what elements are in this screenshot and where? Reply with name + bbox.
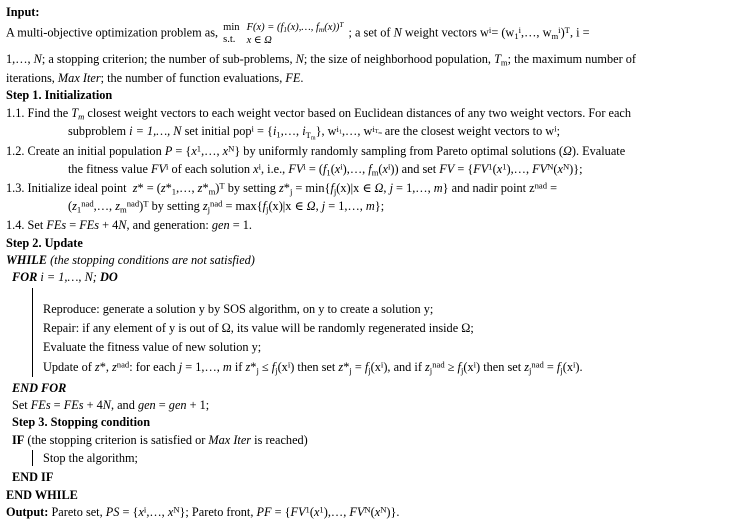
step-1-2-number: 1.2. — [6, 144, 25, 159]
input-sub-m: m — [551, 31, 559, 42]
body-line-3: Evaluate the fitness value of new solution y; — [43, 340, 262, 355]
step-1-1-line2 — [6, 123, 740, 142]
if-line — [6, 432, 740, 448]
input-text-d: weight vectors w — [404, 25, 489, 40]
for-body-reproduce — [43, 288, 740, 298]
st-label: s.t. — [223, 34, 236, 46]
body-line-1: Reproduce: generate a solution y by SOS algorithm, on y to create a solution y; — [43, 301, 434, 316]
min-expression — [247, 21, 344, 47]
objective-expression: $F(x) = (f_1(x),\dots$, $f_m(x))^T$ — [246, 20, 344, 35]
step2-heading: Step 2. Update — [6, 235, 83, 250]
step-1-4 — [6, 217, 740, 233]
do-keyword: DO — [99, 270, 118, 285]
min-st-labels — [223, 22, 239, 46]
step-1-3 — [6, 180, 740, 198]
for-keyword: FOR — [12, 270, 38, 285]
input-sup-T: T — [564, 25, 570, 36]
input-text-f: ,…, w — [521, 25, 552, 40]
input-text-a: A multi-objective optimization problem as, — [6, 25, 219, 40]
input-heading: Input: — [6, 5, 40, 19]
input-N: N — [393, 25, 402, 40]
step-1-2-text: Create an initial population $P = \{x^1,\dots$, $x^N$} by uniformly randomly sampling from Pareto optimal solutions (Ω). Evaluate — [27, 143, 626, 159]
while-line — [6, 252, 740, 268]
step-1-1-l2-a: subproblem — [68, 124, 127, 139]
output-line — [6, 504, 740, 520]
body-line-4: Update of z*, $z^{nad}$: for each j = 1,…, m if $z*_j \le f_j(x^i)$ then set $z*_j = f_j(x^i)$, and if $z_j^{nad} \ge f_j(x^i)$ then set $z_j^{nad} = f_j(x^i)$. — [43, 359, 583, 376]
step-1-3-number: 1.3. — [6, 180, 25, 195]
step-1-1-number: 1.1. — [6, 105, 25, 120]
step-1-1-Tm: $T_m$ — [71, 105, 85, 121]
if-condition-a: (the stopping criterion is satisfied or — [27, 432, 206, 447]
input-text-b: ; a set of — [348, 25, 391, 40]
constraint-expression: x ∈ Ω — [246, 34, 272, 46]
step-1-4-text: Set FEs = FEs + 4N, and generation: gen = 1. — [27, 218, 252, 233]
if-keyword: IF — [12, 432, 25, 447]
input-line-2: 1,…, N; a stopping criterion; the number of sub-problems, N; the size of neighborhood population, $T_m$; the maximum number of — [6, 51, 637, 68]
input-text-g: ) — [560, 25, 565, 40]
step-1-3-text: Initialize ideal point $z* = (z*_1,\dots$, $z*_m)^T$ by setting $z*_j = \min\{f_j(x)|x$ ∈ Ω, j = 1,…, m} and nadir point $z^{nad}$ = — [27, 180, 558, 197]
if-body-block — [32, 450, 740, 466]
step-1-1 — [6, 105, 740, 123]
step-1-1-l2-b: i = 1,…, N — [129, 124, 182, 139]
step-1-1-text-a: Find the — [27, 105, 69, 120]
step-1-4-number: 1.4. — [6, 218, 25, 233]
for-body-block — [32, 288, 740, 377]
step-1-3-line2: ($z_1^{nad},\dots$, $z_m^{nad})^T$ by setting $z_j^{nad} = \max\{f_j(x)|x$ ∈ Ω, j = 1,…, m}; — [68, 198, 385, 215]
input-sub-1: 1 — [514, 31, 519, 42]
input-sup-i: i — [488, 25, 492, 36]
input-line-1 — [6, 21, 740, 47]
stop-line: Stop the algorithm; — [43, 450, 138, 465]
set-fes-line: Set FEs = FEs + 4N, and gen = gen + 1; — [12, 397, 210, 412]
output-text: Pareto set, PS = {$x^i,\dots$, $x^N$}; Pareto front, PF = {$FV^1(x^1),\dots$, $FV^N(x^N)$}. — [51, 504, 400, 519]
step-1-2-line2: the fitness value $FV^i$ of each solution $x^i$, i.e., $FV^i$ = ($f_1(x^i),\dots$, $f_m(x^i)$) and set FV = {$FV^1(x^1),\dots$, $FV^N(x^N)$}; — [68, 161, 583, 178]
end-for-line: END FOR — [12, 380, 67, 395]
for-line — [6, 269, 740, 285]
if-max-iter: Max Iter — [208, 432, 252, 447]
step-1-2 — [6, 143, 740, 159]
step-1-1-text-b: closest weight vectors to each weight vector based on Euclidean distances of any two weight vectors. For each — [87, 105, 632, 120]
input-line-3: iterations, Max Iter; the number of function evaluations, FE. — [6, 70, 304, 85]
output-label: Output: — [6, 504, 49, 519]
input-sup-i2: i — [518, 25, 522, 36]
if-condition-b: is reached) — [254, 432, 308, 447]
input-text-h: , i = — [569, 25, 590, 40]
step-1-1-l2-c: set initial $pop^i = \{i_1,\dots$, $i_{T_m}$}, $w^{i_1},\dots$, $w^{i_{T_m}}$ are the closest weight vectors to $w^i$; — [184, 123, 561, 142]
min-label: min — [223, 22, 240, 34]
input-sup-i3: i — [558, 25, 561, 36]
end-if-line: END IF — [12, 470, 54, 485]
input-text-e: = (w — [491, 25, 515, 40]
for-range: i = 1,…, N; — [40, 270, 97, 285]
step3-heading: Step 3. Stopping condition — [12, 415, 151, 430]
while-keyword: WHILE — [6, 253, 47, 268]
body-line-2: Repair: if any element of y is out of Ω, its value will be randomly regenerated inside Ω; — [43, 321, 474, 336]
end-while-line: END WHILE — [6, 487, 78, 502]
step1-heading: Step 1. Initialization — [6, 88, 113, 103]
while-condition: (the stopping conditions are not satisfied) — [50, 253, 255, 268]
